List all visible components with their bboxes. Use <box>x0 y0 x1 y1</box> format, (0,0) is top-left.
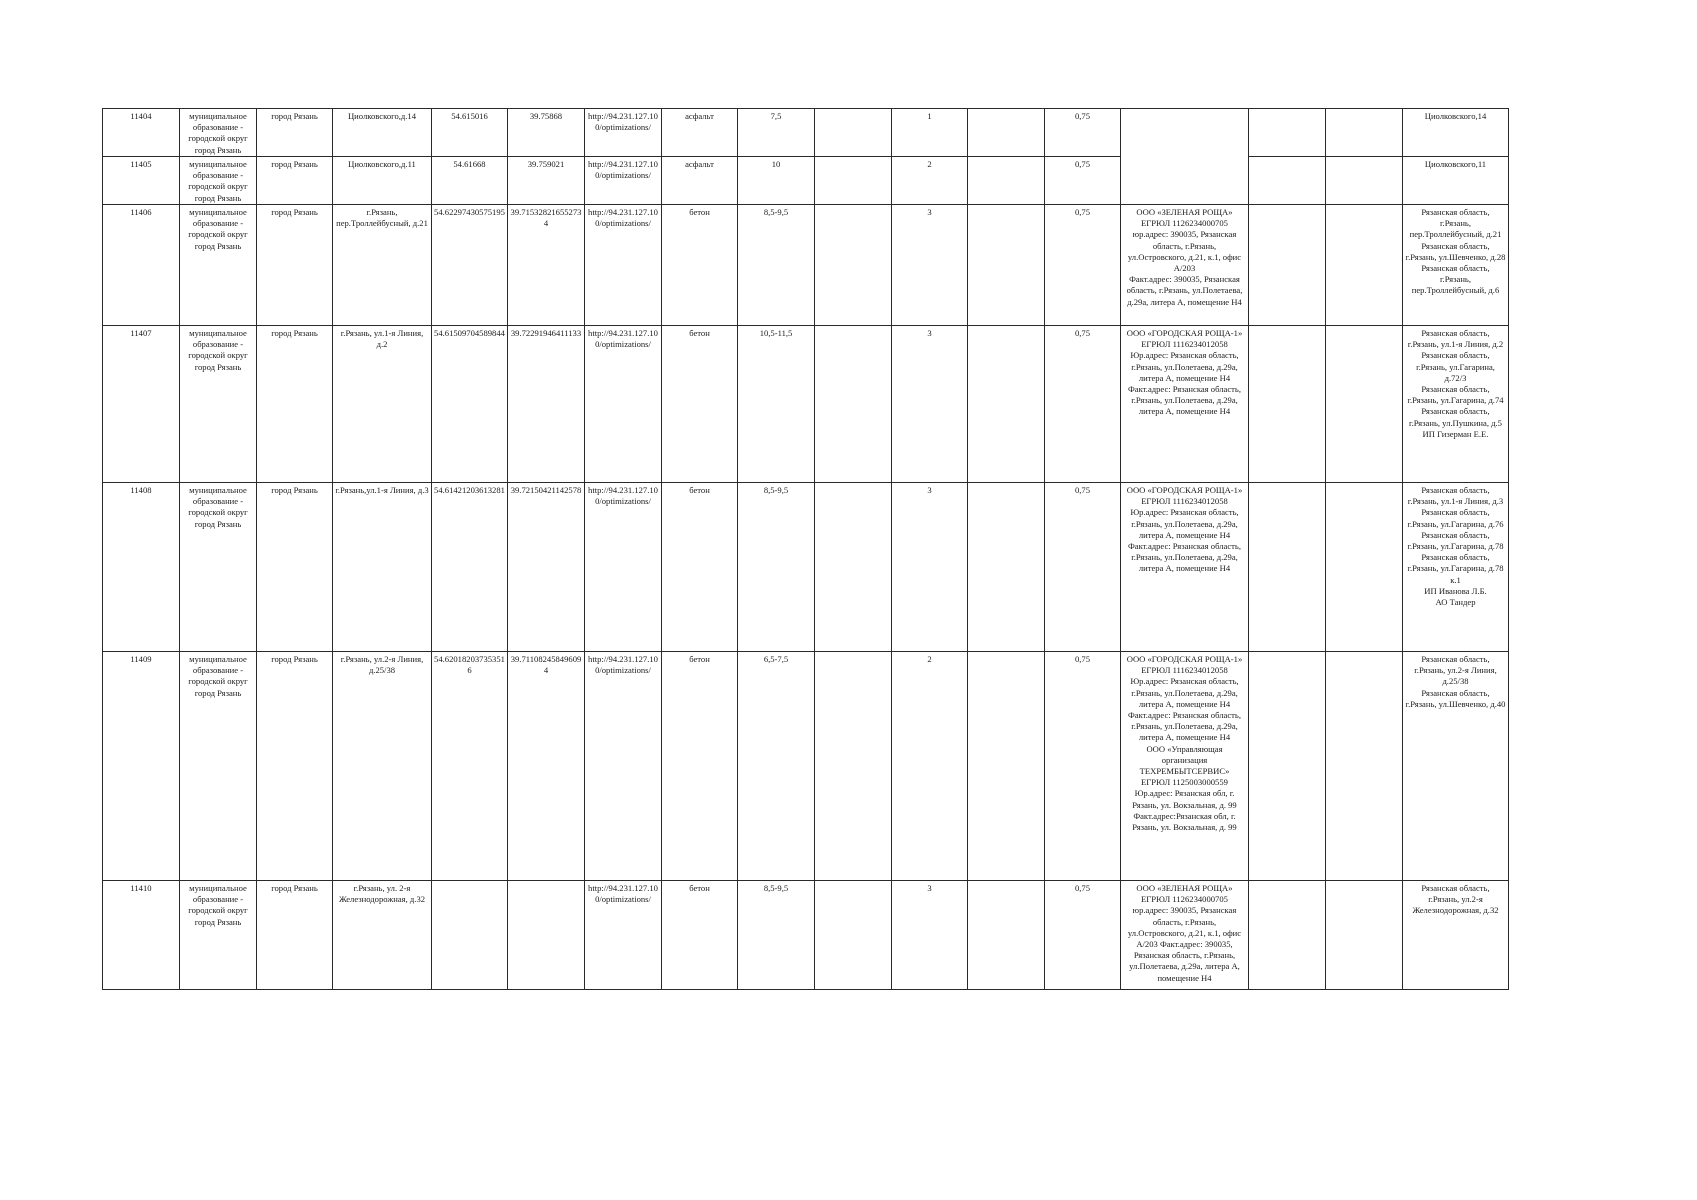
table-row <box>103 652 1509 881</box>
cell-latitude: 54.61421203613281 <box>432 483 508 652</box>
cell-address: Циолковского,д.14 <box>333 109 432 157</box>
table-row <box>103 881 1509 990</box>
cell-address: г.Рязань, ул.1-я Линия, д.2 <box>333 326 432 483</box>
cell-id: 11410 <box>103 881 180 990</box>
cell-longitude: 39.72291946411133 <box>508 326 585 483</box>
cell-area: 8,5-9,5 <box>738 205 815 326</box>
cell-city: город Рязань <box>257 109 333 157</box>
cell-surface: бетон <box>662 652 738 881</box>
cell-id: 11407 <box>103 326 180 483</box>
cell-served-addresses: Рязанская область, г.Рязань, ул.1-я Линия, д.2 Рязанская область, г.Рязань, ул.Гагарина, д.72/3 Рязанская область, г.Рязань, ул.Гагарина, д.74 Рязанская область, г.Рязань, ул.Пушкина, д.5 ИП Гизерман Е.Е. <box>1403 326 1509 483</box>
cell-longitude: 39.75868 <box>508 109 585 157</box>
cell-volume: 0,75 <box>1045 483 1121 652</box>
cell-area: 8,5-9,5 <box>738 483 815 652</box>
empty-cell <box>1249 205 1326 326</box>
cell-count: 1 <box>892 109 968 157</box>
cell-longitude: 39.711082458496094 <box>508 652 585 881</box>
cell-municipality: муниципальное образование - городской округ город Рязань <box>180 205 257 326</box>
empty-cell <box>1249 483 1326 652</box>
empty-cell <box>1326 652 1403 881</box>
cell-city: город Рязань <box>257 205 333 326</box>
cell-municipality: муниципальное образование - городской округ город Рязань <box>180 652 257 881</box>
empty-cell <box>432 881 508 990</box>
empty-cell <box>1249 652 1326 881</box>
cell-address: г.Рязань,ул.1-я Линия, д.3 <box>333 483 432 652</box>
table-row <box>103 109 1509 157</box>
cell-latitude: 54.62297430575195 <box>432 205 508 326</box>
cell-id: 11409 <box>103 652 180 881</box>
cell-address: г.Рязань, пер.Троллейбусный, д.21 <box>333 205 432 326</box>
empty-cell <box>1326 205 1403 326</box>
cell-area: 10 <box>738 157 815 205</box>
cell-id: 11406 <box>103 205 180 326</box>
empty-cell <box>968 652 1045 881</box>
empty-cell <box>815 157 892 205</box>
cell-address: Циолковского,д.11 <box>333 157 432 205</box>
cell-volume: 0,75 <box>1045 157 1121 205</box>
cell-count: 2 <box>892 157 968 205</box>
table-row <box>103 483 1509 652</box>
cell-count: 3 <box>892 326 968 483</box>
cell-city: город Рязань <box>257 483 333 652</box>
empty-cell <box>815 652 892 881</box>
empty-cell <box>815 205 892 326</box>
cell-served-addresses: Рязанская область, г.Рязань, пер.Троллейбусный, д.21 Рязанская область, г.Рязань, ул.Шевченко, д.28 Рязанская область, г.Рязань, пер.Троллейбусный, д.6 <box>1403 205 1509 326</box>
cell-surface: бетон <box>662 881 738 990</box>
empty-cell <box>815 881 892 990</box>
empty-cell <box>1326 109 1403 157</box>
cell-city: город Рязань <box>257 157 333 205</box>
cell-municipality: муниципальное образование - городской округ город Рязань <box>180 109 257 157</box>
cell-organization <box>1121 109 1249 205</box>
table-row <box>103 326 1509 483</box>
cell-count: 3 <box>892 205 968 326</box>
cell-surface: бетон <box>662 326 738 483</box>
empty-cell <box>1249 157 1326 205</box>
empty-cell <box>1326 157 1403 205</box>
empty-cell <box>1249 881 1326 990</box>
empty-cell <box>1326 881 1403 990</box>
cell-volume: 0,75 <box>1045 652 1121 881</box>
cell-latitude: 54.61509704589844 <box>432 326 508 483</box>
cell-organization: ООО «ЗЕЛЕНАЯ РОЩА» ЕГРЮЛ 1126234000705 юр.адрес: 390035, Рязанская область, г.Рязань, ул.Островского, д.21, к.1, офис А/203 Факт.адрес: 390035, Рязанская область, г.Рязань, ул.Полетаева, д.29а, литера А, помещение Н4 <box>1121 881 1249 990</box>
empty-cell <box>815 326 892 483</box>
cell-municipality: муниципальное образование - городской округ город Рязань <box>180 326 257 483</box>
empty-cell <box>968 205 1045 326</box>
cell-latitude: 54.620182037353516 <box>432 652 508 881</box>
table-row <box>103 157 1509 205</box>
empty-cell <box>815 483 892 652</box>
cell-surface: бетон <box>662 205 738 326</box>
cell-surface: асфальт <box>662 109 738 157</box>
cell-area: 7,5 <box>738 109 815 157</box>
table-row <box>103 205 1509 326</box>
empty-cell <box>1326 483 1403 652</box>
empty-cell <box>1249 326 1326 483</box>
cell-city: город Рязань <box>257 326 333 483</box>
cell-area: 6,5-7,5 <box>738 652 815 881</box>
empty-cell <box>815 109 892 157</box>
cell-link: http://94.231.127.100/optimizations/ <box>585 881 662 990</box>
cell-surface: бетон <box>662 483 738 652</box>
empty-cell <box>968 157 1045 205</box>
empty-cell <box>968 483 1045 652</box>
cell-organization: ООО «ГОРОДСКАЯ РОЩА-1» ЕГРЮЛ 1116234012058 Юр.адрес: Рязанская область, г.Рязань, ул.Полетаева, д.29а, литера А, помещение Н4 Факт.адрес: Рязанская область, г.Рязань, ул.Полетаева, д.29а, литера А, помещение Н4 <box>1121 483 1249 652</box>
cell-volume: 0,75 <box>1045 326 1121 483</box>
empty-cell <box>1249 109 1326 157</box>
cell-link: http://94.231.127.100/optimizations/ <box>585 109 662 157</box>
cell-organization: ООО «ЗЕЛЕНАЯ РОЩА» ЕГРЮЛ 1126234000705 юр.адрес: 390035, Рязанская область, г.Рязань, ул.Островского, д.21, к.1, офис А/203 Факт.адрес: 390035, Рязанская область, г.Рязань, ул.Полетаева, д.29а, литера А, помещение Н4 <box>1121 205 1249 326</box>
cell-id: 11404 <box>103 109 180 157</box>
cell-area: 10,5-11,5 <box>738 326 815 483</box>
cell-city: город Рязань <box>257 652 333 881</box>
cell-surface: асфальт <box>662 157 738 205</box>
empty-cell <box>968 326 1045 483</box>
empty-cell <box>968 881 1045 990</box>
cell-volume: 0,75 <box>1045 881 1121 990</box>
cell-id: 11405 <box>103 157 180 205</box>
empty-cell <box>508 881 585 990</box>
cell-longitude: 39.759021 <box>508 157 585 205</box>
registry-table <box>102 108 1509 990</box>
cell-municipality: муниципальное образование - городской округ город Рязань <box>180 483 257 652</box>
cell-link: http://94.231.127.100/optimizations/ <box>585 652 662 881</box>
cell-link: http://94.231.127.100/optimizations/ <box>585 483 662 652</box>
cell-organization: ООО «ГОРОДСКАЯ РОЩА-1» ЕГРЮЛ 1116234012058 Юр.адрес: Рязанская область, г.Рязань, ул.Полетаева, д.29а, литера А, помещение Н4 Факт.адрес: Рязанская область, г.Рязань, ул.Полетаева, д.29а, литера А, помещение Н4 <box>1121 326 1249 483</box>
cell-area: 8,5-9,5 <box>738 881 815 990</box>
cell-id: 11408 <box>103 483 180 652</box>
cell-served-addresses: Рязанская область, г.Рязань, ул.2-я Линия, д.25/38 Рязанская область, г.Рязань, ул.Шевченко, д.40 <box>1403 652 1509 881</box>
cell-served-addresses: Циолковского,14 <box>1403 109 1509 157</box>
cell-latitude: 54.615016 <box>432 109 508 157</box>
empty-cell <box>968 109 1045 157</box>
cell-address: г.Рязань, ул. 2-я Железнодорожная, д.32 <box>333 881 432 990</box>
cell-municipality: муниципальное образование - городской округ город Рязань <box>180 157 257 205</box>
cell-address: г.Рязань, ул.2-я Линия, д.25/38 <box>333 652 432 881</box>
cell-served-addresses: Рязанская область, г.Рязань, ул.2-я Железнодорожная, д.32 <box>1403 881 1509 990</box>
cell-count: 3 <box>892 881 968 990</box>
cell-volume: 0,75 <box>1045 109 1121 157</box>
cell-link: http://94.231.127.100/optimizations/ <box>585 205 662 326</box>
cell-organization: ООО «ГОРОДСКАЯ РОЩА-1» ЕГРЮЛ 1116234012058 Юр.адрес: Рязанская область, г.Рязань, ул.Полетаева, д.29а, литера А, помещение Н4 Факт.адрес: Рязанская область, г.Рязань, ул.Полетаева, д.29а, литера А, помещение Н4 ООО «Управляющая организация ТЕХРЕМБЫТСЕРВИС» ЕГРЮЛ 1125003000559 Юр.адрес: Рязанская обл, г. Рязань, ул. Вокзальная, д. 99 Факт.адрес:Рязанская обл, г. Рязань, ул. Вокзальная, д. 99 <box>1121 652 1249 881</box>
cell-municipality: муниципальное образование - городской округ город Рязань <box>180 881 257 990</box>
cell-served-addresses: Рязанская область, г.Рязань, ул.1-я Линия, д.3 Рязанская область, г.Рязань, ул.Гагарина, д.76 Рязанская область, г.Рязань, ул.Гагарина, д.78 Рязанская область, г.Рязань, ул.Гагарина, д.78 к.1 ИП Иванова Л.Б. АО Тандер <box>1403 483 1509 652</box>
cell-city: город Рязань <box>257 881 333 990</box>
cell-count: 2 <box>892 652 968 881</box>
cell-link: http://94.231.127.100/optimizations/ <box>585 326 662 483</box>
cell-served-addresses: Циолковского,11 <box>1403 157 1509 205</box>
cell-count: 3 <box>892 483 968 652</box>
cell-link: http://94.231.127.100/optimizations/ <box>585 157 662 205</box>
cell-longitude: 39.715328216552734 <box>508 205 585 326</box>
cell-longitude: 39.72150421142578 <box>508 483 585 652</box>
cell-volume: 0,75 <box>1045 205 1121 326</box>
cell-latitude: 54.61668 <box>432 157 508 205</box>
empty-cell <box>1326 326 1403 483</box>
